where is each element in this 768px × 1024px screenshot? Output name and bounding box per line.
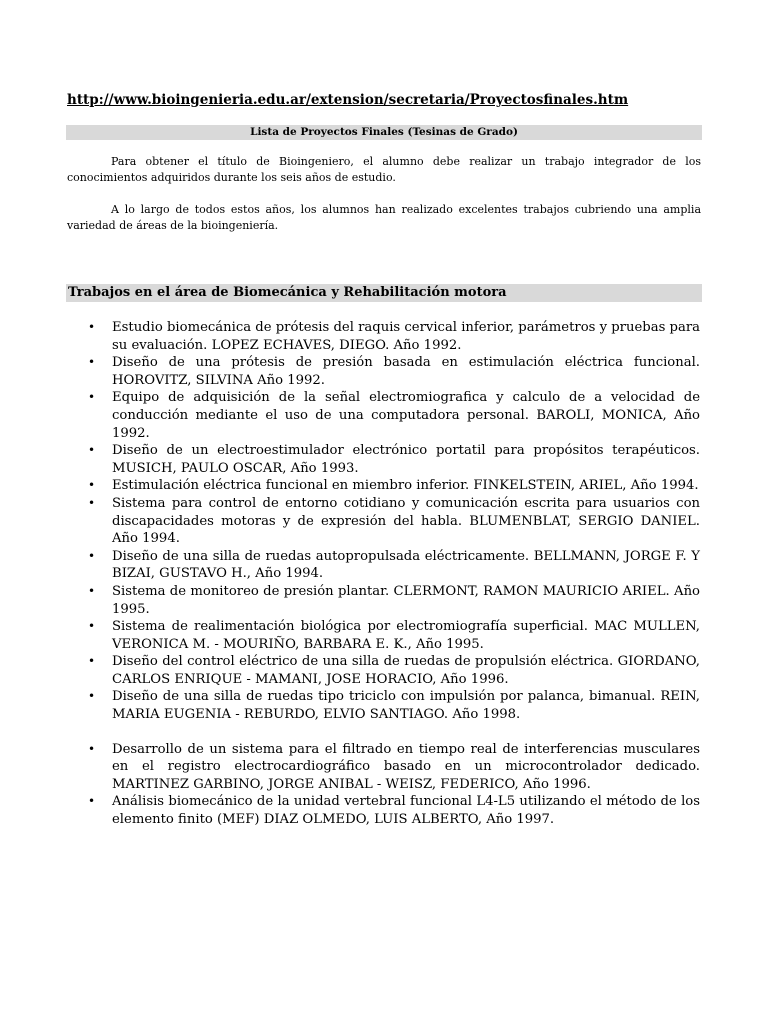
bullet-icon: • <box>88 478 96 493</box>
list-item-text: Estudio biomecánica de prótesis del raquis cervical inferior, parámetros y pruebas para su evaluación. LOPEZ ECHAVES, DIEGO. Año 1992. <box>112 320 701 353</box>
bullet-icon: • <box>88 741 96 756</box>
bullet-icon: • <box>88 320 96 334</box>
list-item-text: Diseño de una silla de ruedas autopropulsada eléctricamente. BELLMANN, JORGE F. Y BIZAI, GUSTAVO H., Año 1994. <box>112 548 700 582</box>
list-item-text: Análisis biomecánico de la unidad vertebral funcional L4-L5 utilizando el método de los elemento finito (MEF) DIAZ OLMEDO, LUIS ALBERTO, Año 1997. <box>112 794 700 828</box>
list-item <box>0 548 700 583</box>
list-item-text: Diseño del control eléctrico de una silla de ruedas de propulsión eléctrica. GIORDANO, CARLOS ENRIQUE - MAMANI, JOSE HORACIO, Año 1996. <box>112 654 700 687</box>
bullet-icon: • <box>88 355 96 370</box>
section-heading: Trabajos en el área de Biomecánica y Rehabilitación motora <box>66 284 702 302</box>
source-url-link[interactable]: http://www.bioingenieria.edu.ar/extension/secretaria/Proyectosfinales.htm <box>67 92 629 108</box>
list-title-bar: Lista de Proyectos Finales (Tesinas de Grado) <box>66 125 702 140</box>
list-item-text: Estimulación eléctrica funcional en miembro inferior. FINKELSTEIN, ARIEL, Año 1994. <box>112 478 699 494</box>
list-item-text: Diseño de una prótesis de presión basada en estimulación eléctrica funcional. HOROVITZ, SILVINA Año 1992. <box>112 355 700 388</box>
intro-paragraph-1 <box>67 154 701 186</box>
intro-paragraph-1-text: Para obtener el título de Bioingeniero, el alumno debe realizar un trabajo integrador de los conocimientos adquiridos durante los seis años de estudio. <box>67 155 701 184</box>
bullet-icon: • <box>88 390 96 405</box>
list-item <box>0 495 700 548</box>
intro-paragraph-2 <box>67 202 701 234</box>
list-item-text: Sistema de realimentación biológica por electromiografía superficial. MAC MULLEN, VERONICA M. - MOURIÑO, BARBARA E. K., Año 1995. <box>112 619 700 652</box>
list-item-text: Sistema de monitoreo de presión plantar. CLERMONT, RAMON MAURICIO ARIEL. Año 1995. <box>112 583 700 617</box>
list-item <box>0 653 700 688</box>
list-item <box>0 477 700 495</box>
bullet-icon: • <box>88 654 96 669</box>
list-item <box>0 741 700 794</box>
list-item <box>0 354 700 389</box>
list-item-text: Sistema para control de entorno cotidiano y comunicación escrita para usuarios con discapacidades motoras y de expresión del habla. BLUMENBLAT, SERGIO DANIEL. Año 1994. <box>112 495 700 547</box>
bullet-icon: • <box>88 689 96 704</box>
list-item-text: Desarrollo de un sistema para el filtrado en tiempo real de interferencias musculares en el registro electrocardiográfico basado en un microcontrolador dedicado. MARTINEZ GARBINO, JORGE ANIBAL - WEISZ, FEDERICO, Año 1996. <box>112 741 700 792</box>
list-item <box>0 583 700 618</box>
bullet-icon: • <box>88 583 96 598</box>
list-item <box>0 442 700 477</box>
list-item <box>0 618 700 653</box>
bullet-icon: • <box>88 794 96 809</box>
bullet-icon: • <box>88 495 96 510</box>
bullet-icon: • <box>88 443 96 458</box>
list-item <box>0 389 700 442</box>
list-item <box>0 319 700 354</box>
project-list <box>0 319 768 829</box>
list-item-text: Equipo de adquisición de la señal electromiografica y calculo de a velocidad de conducción mediante el uso de una computadora personal. BAROLI, MONICA, Año 1992. <box>112 390 700 441</box>
list-item-text: Diseño de una silla de ruedas tipo triciclo con impulsión por palanca, bimanual. REIN, MARIA EUGENIA - REBURDO, ELVIO SANTIAGO. Año 1998. <box>112 689 700 723</box>
bullet-icon: • <box>88 619 96 634</box>
bullet-icon: • <box>88 548 96 563</box>
intro-paragraph-2-text: A lo largo de todos estos años, los alumnos han realizado excelentes trabajos cubriendo una amplia variedad de áreas de la bioingeniería. <box>67 203 701 232</box>
list-item-text: Diseño de un electroestimulador electrónico portatil para propósitos terapéuticos. MUSICH, PAULO OSCAR, Año 1993. <box>112 443 700 476</box>
list-item <box>0 688 700 723</box>
list-item <box>0 793 700 828</box>
